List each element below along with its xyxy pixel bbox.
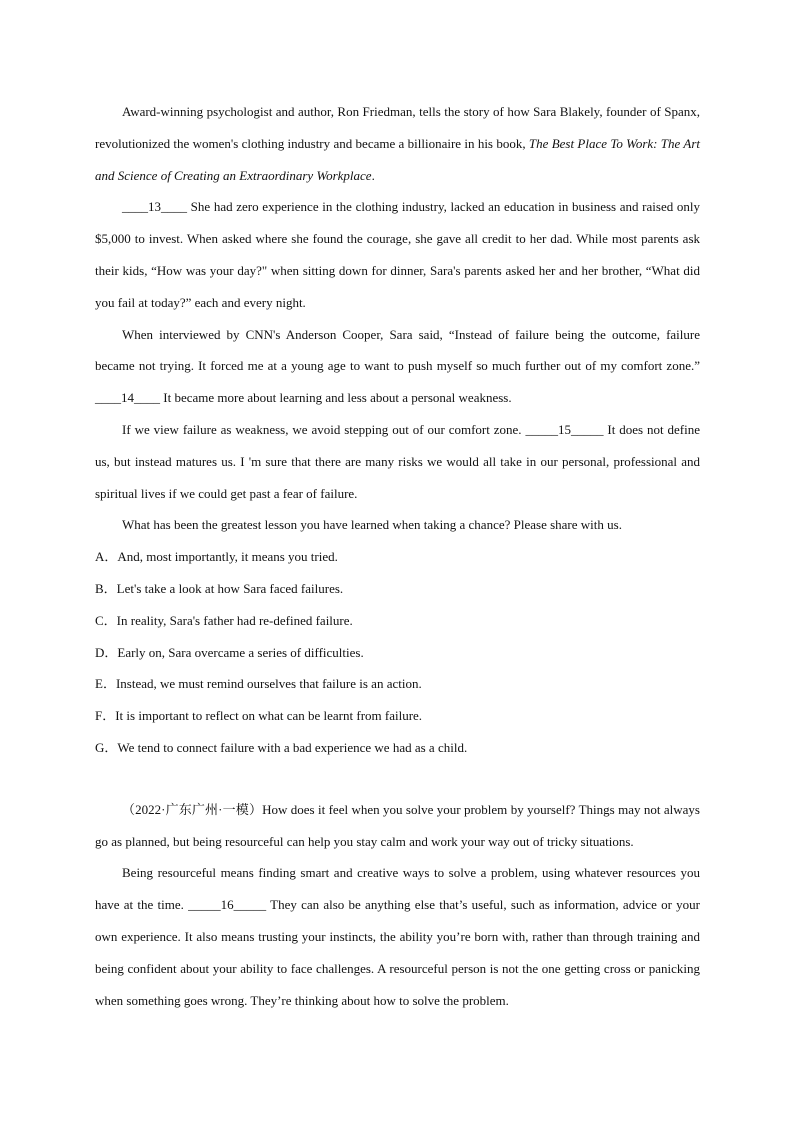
book-title: The Best Place To Work: The Art and Science of Creating an Extraordinary Workplace <box>95 135 700 183</box>
paragraph-text: If we view failure as weakness, we avoid stepping out of our comfort zone. <box>122 421 526 437</box>
passage1-paragraph-4 <box>95 414 700 509</box>
option-g: G．We tend to connect failure with a bad experience we had as a child. <box>95 739 468 755</box>
passage1-paragraph-3 <box>95 319 700 414</box>
paragraph-text: When interviewed by CNN's Anderson Cooper, Sara said, “Instead of failure being the outcome, failure became not trying. It forced me at a young age to want to push myself so much further out of my comfort zone.” <box>95 326 700 374</box>
option-c: C．In reality, Sara's father had re-defined failure. <box>95 612 353 628</box>
passage2-paragraph-1 <box>95 794 700 858</box>
paragraph-text: It does not define us, but instead matures us. I 'm sure that there are many risks we would all take in our personal, professional and spiritual lives if we could get past a fear of failure. <box>95 421 700 501</box>
section-gap <box>95 764 700 794</box>
option-b: B．Let's take a look at how Sara faced failures. <box>95 580 344 596</box>
options-list <box>95 541 700 764</box>
paragraph-text: Award-winning psychologist and author, Ron Friedman, tells the story of how Sara Blakely, founder of Spanx, revolutionized the women's clothing industry and became a billionaire in his book, <box>95 104 700 151</box>
source-label: （2022·广东广州·一模） <box>122 801 263 817</box>
blank-15: _____15_____ <box>525 421 604 437</box>
blank-13: ____13____ <box>122 199 187 215</box>
paragraph-text: She had zero experience in the clothing industry, lacked an education in business and raised only $5,000 to invest. When asked where she found the courage, she gave all credit to her dad. While most parents ask their kids, “How was your day?" when sitting down for dinner, Sara's parents asked her and her brother, “What did you fail at today?” each and every night. <box>95 199 700 310</box>
passage1-paragraph-2 <box>95 191 700 318</box>
blank-14: ____14____ <box>95 390 160 406</box>
paragraph-text: They can also be anything else that’s useful, such as information, advice or your own experience. It also means trusting your instincts, the ability you’re born with, rather than through training and being confident about your ability to face challenges. A resourceful person is not the one getting cross or panicking when something goes wrong. They’re thinking about how to solve the problem. <box>95 897 700 1008</box>
option-a: A．And, most importantly, it means you tried. <box>95 549 338 565</box>
paragraph-text: . <box>371 167 375 183</box>
passage1-paragraph-1 <box>95 96 700 191</box>
option-d: D．Early on, Sara overcame a series of difficulties. <box>95 644 364 660</box>
paragraph-text: How does it feel when you solve your problem by yourself? Things may not always go as planned, but being resourceful can help you stay calm and work your way out of tricky situations. <box>95 801 700 849</box>
passage2-paragraph-2 <box>95 857 700 1016</box>
paragraph-text: Being resourceful means finding smart and creative ways to solve a problem, using whatever resources you have at the time. <box>95 865 700 913</box>
blank-16: _____16_____ <box>188 897 267 913</box>
option-f: F．It is important to reflect on what can be learnt from failure. <box>95 708 423 724</box>
paragraph-text: It became more about learning and less about a personal weakness. <box>160 390 512 406</box>
option-e: E．Instead, we must remind ourselves that failure is an action. <box>95 676 422 692</box>
document-page <box>95 96 700 1016</box>
passage1-paragraph-5: What has been the greatest lesson you have learned when taking a chance? Please share with us. <box>122 517 622 533</box>
